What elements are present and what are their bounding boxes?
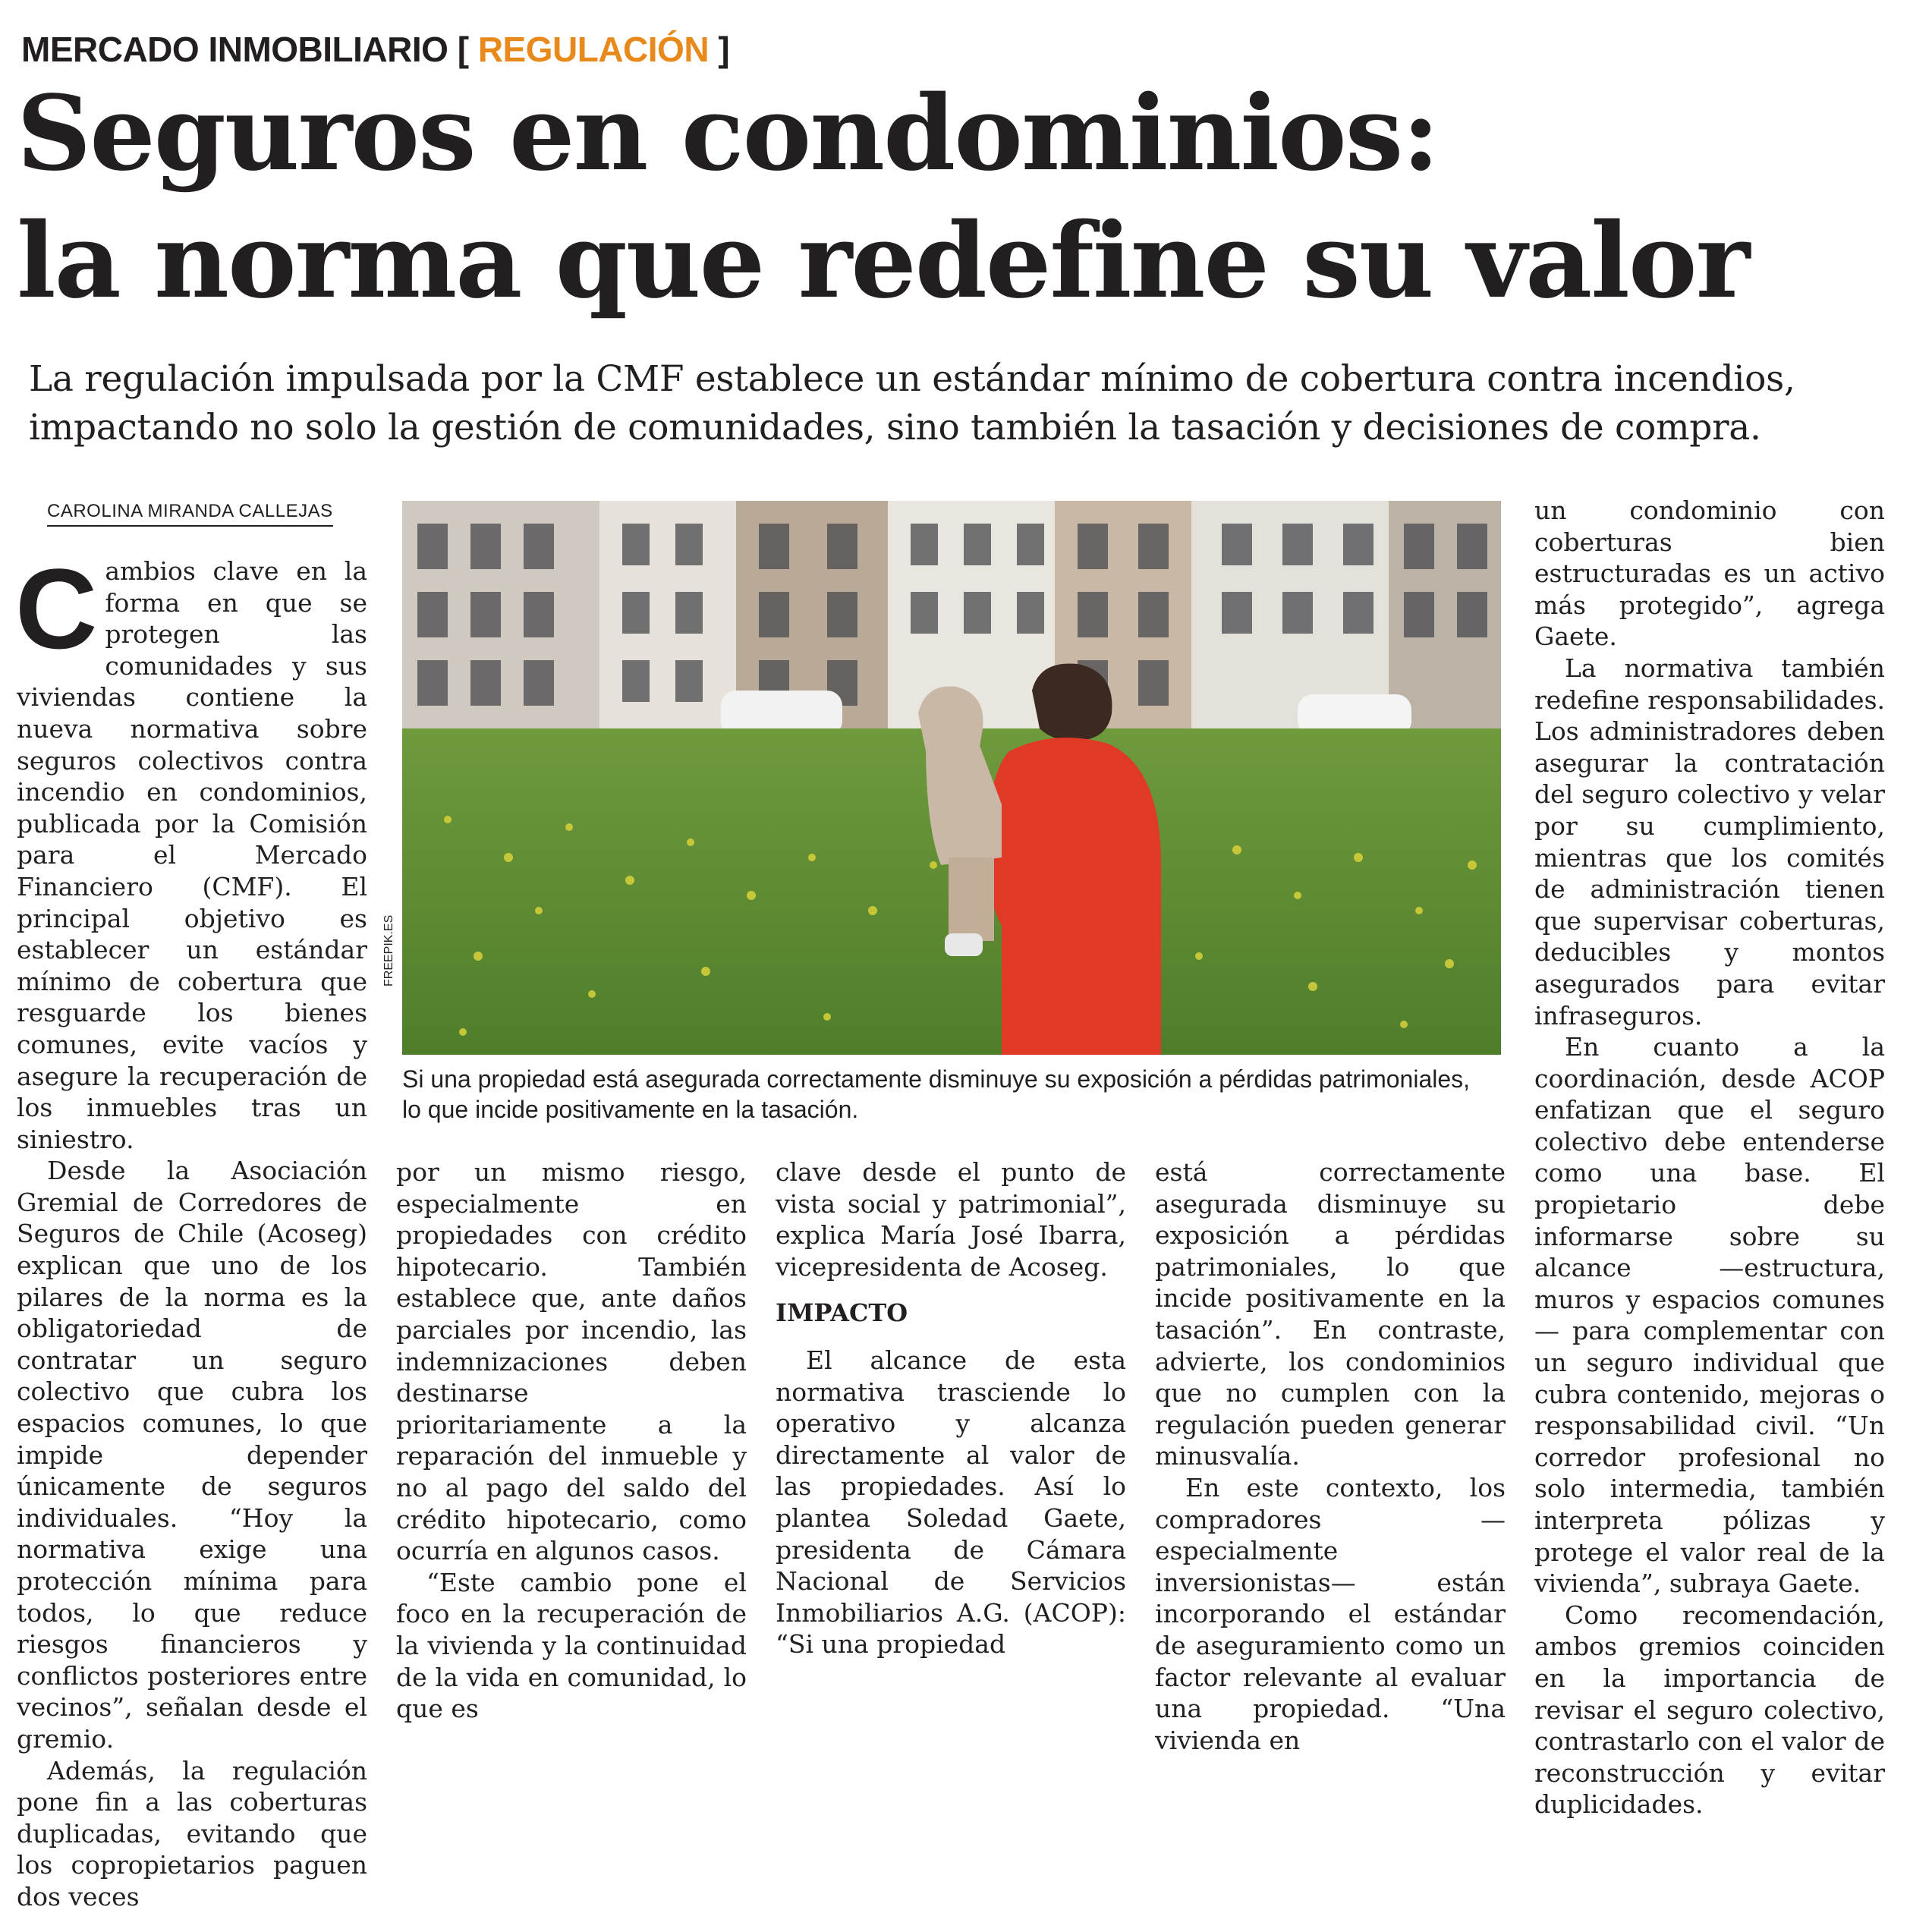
article-paragraph-8: En cuanto a la coordinación, desde ACOP enfatizan que el seguro colectivo debe entenderse como una base. El propietario debe informarse sobre su alcance —estructura, muros y espacios comunes— para complementar con un seguro individual que cubra contenido, mejoras o responsabilidad civil. “Un corredor profesional no solo intermedia, también interpreta pólizas y protege el valor real de la vivienda”, subraya Gaete.	[1534, 1032, 1885, 1599]
deck-line-2: impactando no solo la gestión de comunidades, sino también la tasación y decisiones de compra.	[29, 407, 1761, 448]
article-paragraph-2: Desde la Asociación Gremial de Corredores de Seguros de Chile (Acoseg) explican que uno de los pilares de la norma es la obligatoriedad de contratar un seguro colectivo que cubra los espacios comunes, lo que impide depender únicamente de seguros individuales. “Hoy la normativa exige una protección mínima para todos, lo que reduce riesgos financieros y conflictos posteriores entre vecinos”, señalan desde el gremio.	[17, 1156, 367, 1754]
article-paragraph-6-end: un condominio con coberturas bien estructuradas es un activo más protegido”, agrega Gaete.	[1534, 496, 1885, 652]
article-paragraph-7: La normativa también redefine responsabilidades. Los administradores deben asegurar la contratación del seguro colectivo y velar por su cumplimiento, mientras que los comités de administración tienen que supervisar coberturas, deducibles y montos asegurados para evitar infraseguros.	[1534, 653, 1885, 1030]
article-column-2	[396, 1156, 747, 1725]
article-paragraph-4-end: clave desde el punto de vista social y patrimonial”, explica María José Ibarra, vicepresidenta de Acoseg.	[776, 1157, 1126, 1282]
headline-line-1: Seguros en condominios:	[17, 73, 1439, 194]
article-paragraph-3-start: Además, la regulación pone fin a las coberturas duplicadas, evitando que los copropietarios paguen dos veces	[17, 1755, 367, 1911]
section-bracket-close: ]	[718, 30, 730, 69]
article-column-5	[1534, 495, 1885, 1820]
article-column-3	[776, 1156, 1126, 1660]
photo-illustration	[402, 501, 1501, 1055]
caption-line-2: lo que incide positivamente en la tasación.	[402, 1096, 859, 1123]
article-paragraph-5-start: El alcance de esta normativa trasciende lo operativo y alcanza directamente al valor de las propiedades. Así lo plantea Soledad Gaete, presidenta de Cámara Nacional de Servicios Inmobiliarios A.G. (ACOP): “Si una propiedad	[776, 1345, 1126, 1660]
article-paragraph-1-text: ambios clave en la forma en que se protegen las comunidades y sus viviendas contiene la nueva normativa sobre seguros colectivos contra incendio en condominios, publicada por la Comisión para el Mercado Financiero (CMF). El principal objetivo es establecer un estándar mínimo de cobertura que resguarde los bienes comunes, evite vacíos y asegure la recuperación de los inmuebles tras un siniestro.	[17, 556, 367, 1154]
photo-caption	[402, 1064, 1501, 1125]
section-tag: REGULACIÓN	[477, 30, 710, 69]
caption-line-1: Si una propiedad está asegurada correctamente disminuye su exposición a pérdidas patrimoniales,	[402, 1065, 1471, 1093]
byline: CAROLINA MIRANDA CALLEJAS	[47, 501, 333, 527]
drop-cap: C	[15, 545, 98, 672]
section-bracket-open: [	[457, 30, 469, 69]
deck	[29, 355, 1795, 452]
section-label	[21, 29, 729, 70]
headline	[17, 70, 1748, 325]
deck-line-1: La regulación impulsada por la CMF establece un estándar mínimo de cobertura contra incendios,	[29, 358, 1795, 400]
headline-line-2: la norma que redefine su valor	[17, 200, 1749, 322]
section-name: MERCADO INMOBILIARIO	[21, 30, 448, 69]
article-photo	[402, 501, 1501, 1055]
subhead-impacto: IMPACTO	[776, 1298, 908, 1328]
article-paragraph-3-end: por un mismo riesgo, especialmente en propiedades con crédito hipotecario. También establece que, ante daños parciales por incendio, las indemnizaciones deben destinarse prioritariamente a la reparación del inmueble y no al pago del saldo del crédito hipotecario, como ocurría en algunos casos.	[396, 1157, 747, 1566]
article-column-1	[15, 545, 367, 1913]
article-paragraph-4-start: “Este cambio pone el foco en la recuperación de la vivienda y la continuidad de la vida en comunidad, lo que es	[396, 1567, 747, 1724]
photo-credit: FREEPIK.ES	[382, 914, 395, 986]
article-paragraph-9: Como recomendación, ambos gremios coinciden en la importancia de revisar el seguro colectivo, contrastarlo con el valor de reconstrucción y evitar duplicidades.	[1534, 1600, 1885, 1820]
article-paragraph-1	[15, 545, 367, 1155]
article-paragraph-5-end: está correctamente asegurada disminuye su exposición a pérdidas patrimoniales, lo que incide positivamente en la tasación”. En contraste, advierte, los condominios que no cumplen con la regulación pueden generar minusvalía.	[1155, 1157, 1506, 1471]
article-column-4	[1155, 1156, 1506, 1756]
article-paragraph-6-start: En este contexto, los compradores —especialmente inversionistas— están incorporando el estándar de aseguramiento como un factor relevante al evaluar una propiedad. “Una vivienda en	[1155, 1472, 1506, 1755]
